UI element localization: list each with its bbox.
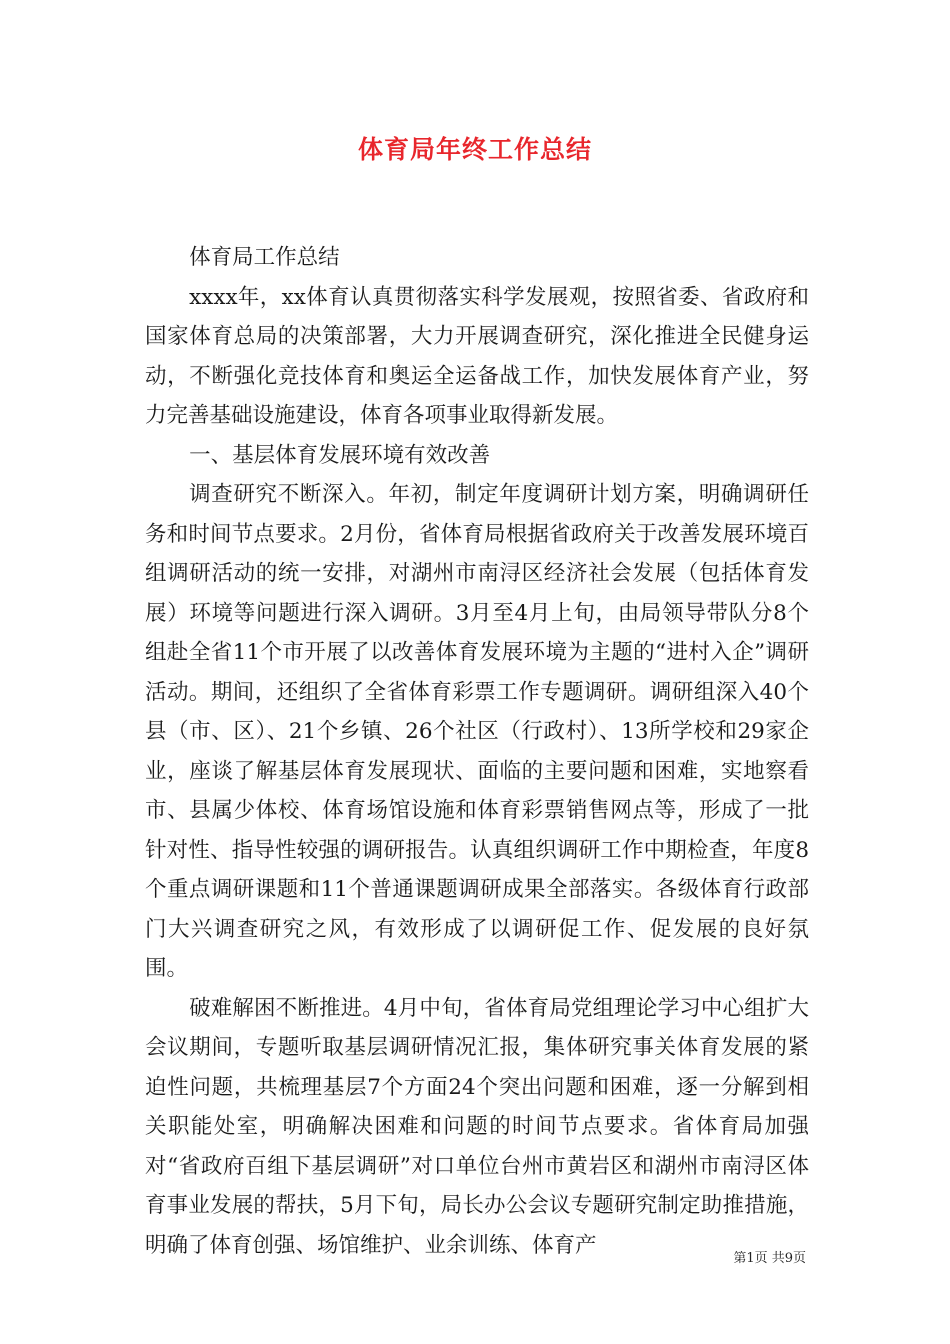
subtitle-paragraph: 体育局工作总结 [189,245,340,270]
research-paragraph: 调查研究不断深入。年初，制定年度调研计划方案，明确调研任务和时间节点要求。2月份，省体育局根据省政府关于改善发展环境百组调研活动的统一安排，对湖州市南浔区经济社会发展（包括体育发展）环境等问题进行深入调研。3月至4月上旬，由局领导带队分8个组赴全省11个市开展了以改善体育发展环境为主题的“进村入企”调研活动。期间，还组织了全省体育彩票工作专题调研。调研组深入40个县（市、区）、21个乡镇、26个社区（行政村）、13所学校和29家企业，座谈了解基层体育发展现状、面临的主要问题和困难，实地察看市、县属少体校、体育场馆设施和体育彩票销售网点等，形成了一批针对性、指导性较强的调研报告。认真组织调研工作中期检查，年度8个重点调研课题和11个普通课题调研成果全部落实。各级体育行政部门大兴调查研究之风，有效形成了以调研促工作、促发展的良好氛围。 [145,482,809,981]
section-heading: 一、基层体育发展环境有效改善 [189,442,491,468]
document-body [145,238,809,1265]
problem-solving-paragraph: 破难解困不断推进。4月中旬，省体育局党组理论学习中心组扩大会议期间，专题听取基层调研情况汇报，集体研究事关体育发展的紧迫性问题，共梳理基层7个方面24个突出问题和困难，逐一分解到相关职能处室，明确解决困难和问题的时间节点要求。省体育局加强对“省政府百组下基层调研”对口单位台州市黄岩区和湖州市南浔区体育事业发展的帮扶，5月下旬，局长办公会议专题研究制定助推措施，明确了体育创强、场馆维护、业余训练、体育产 [145,995,809,1258]
page-number: 第1页 共9页 [733,1251,806,1266]
intro-paragraph: xxxx年，xx体育认真贯彻落实科学发展观，按照省委、省政府和国家体育总局的决策部署，大力开展调查研究，深化推进全民健身运动，不断强化竞技体育和奥运全运备战工作，加快发展体育产业，努力完善基础设施建设，体育各项事业取得新发展。 [145,284,809,428]
document-title: 体育局年终工作总结 [357,135,592,164]
